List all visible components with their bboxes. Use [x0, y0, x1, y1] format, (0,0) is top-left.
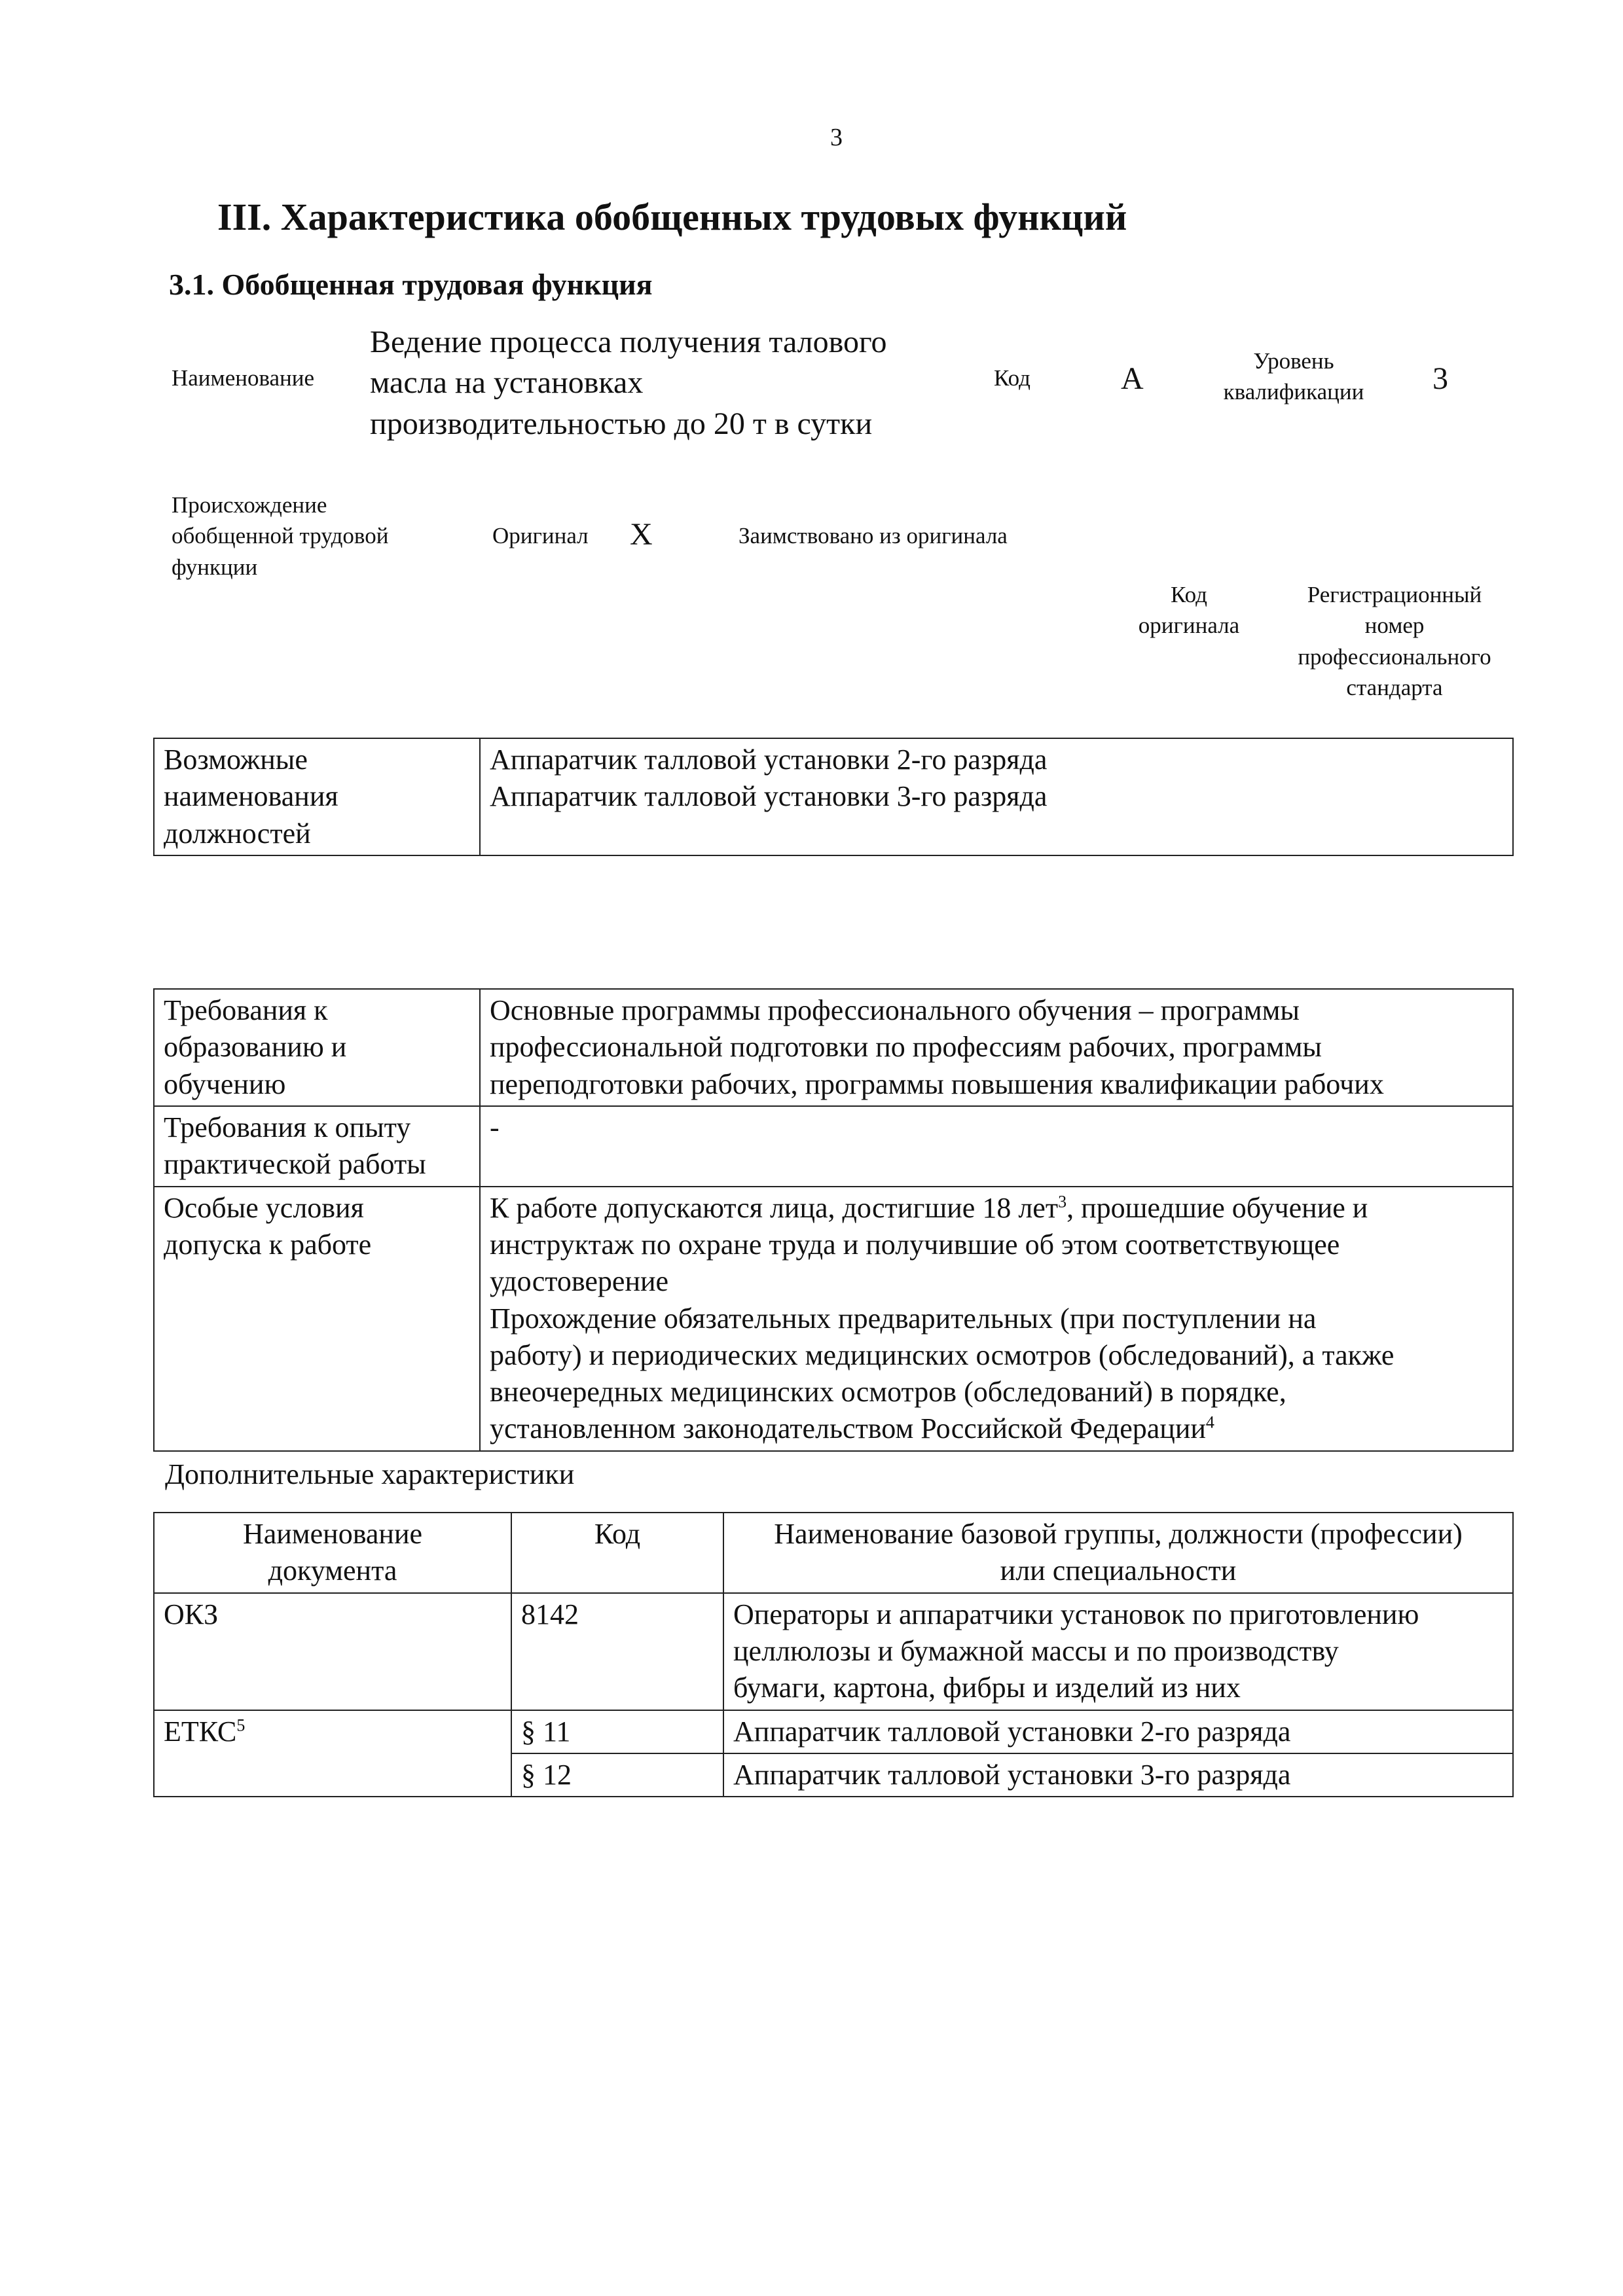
admission-label: Особые условия допуска к работе — [154, 1187, 480, 1451]
name-label: Наименование — [172, 365, 315, 391]
table-row — [154, 738, 1513, 855]
level-value: 3 — [1432, 361, 1448, 396]
requirements-table — [153, 988, 1514, 1452]
table-row — [154, 1187, 1513, 1451]
borrowed-label: Заимствовано из оригинала — [739, 523, 1008, 548]
original-mark: X — [630, 517, 653, 552]
education-value: Основные программы профессионального обучения – программы профессиональной подготовки по профессиям рабочих, программы переподготовки рабочих, программы повышения квалификации рабочих — [480, 989, 1513, 1106]
positions-table — [153, 738, 1514, 856]
footnote-ref: 5 — [236, 1715, 246, 1734]
etks-name: Аппаратчик талловой установки 2-го разряда — [723, 1710, 1513, 1753]
etks-code: § 11 — [511, 1710, 723, 1753]
header-doc: Наименование документа — [154, 1513, 511, 1593]
function-name: Ведение процесса получения талового масла на установках производительностью до 20 т в сутки — [370, 325, 887, 441]
header-code: Код — [511, 1513, 723, 1593]
admission-value: К работе допускаются лица, достигшие 18 лет$^3$, прошедшие обучение и инструктаж по охране труда и получившие об этом соответствующее удостоверение Прохождение обязательных предварительных (при поступлении на работу) и периодических медицинских осмотров (обследований), а также внеочередных медицинских осмотров (обследований) в порядке, установленном законодательством Российской Федерации$^4$ — [480, 1187, 1513, 1451]
experience-value: - — [480, 1106, 1513, 1187]
table-row — [154, 989, 1513, 1106]
footnote-ref: 4 — [1205, 1412, 1214, 1432]
okz-doc: ОКЗ — [154, 1593, 511, 1710]
code-original-label: Код оригинала — [1138, 582, 1240, 639]
table-row — [154, 1710, 1513, 1753]
education-label: Требования к образованию и обучению — [154, 989, 480, 1106]
origin-label: Происхождение обобщенной трудовой функции — [172, 492, 389, 580]
sub-title: 3.1. Обобщенная трудовая функция — [169, 268, 653, 301]
table-row — [154, 1513, 1513, 1593]
table-row — [154, 1593, 1513, 1710]
page-number: 3 — [830, 124, 843, 151]
additional-title: Дополнительные характеристики — [165, 1458, 575, 1490]
level-label: Уровень квалификации — [1223, 348, 1364, 405]
code-label: Код — [994, 365, 1030, 391]
positions-label: Возможные наименования должностей — [154, 738, 480, 855]
etks-name: Аппаратчик талловой установки 3-го разряда — [723, 1753, 1513, 1797]
original-label: Оригинал — [492, 523, 589, 548]
positions-values: Аппаратчик талловой установки 2-го разряда Аппаратчик талловой установки 3-го разряда — [480, 738, 1513, 855]
table-row — [154, 1106, 1513, 1187]
reg-number-label: Регистрационный номер профессионального стандарта — [1298, 582, 1491, 700]
etks-doc: ЕТКС$^5$ — [154, 1710, 511, 1797]
additional-table — [153, 1512, 1514, 1797]
section-title: III. Характеристика обобщенных трудовых функций — [217, 196, 1127, 238]
header-group: Наименование базовой группы, должности (профессии) или специальности — [723, 1513, 1513, 1593]
okz-code: 8142 — [511, 1593, 723, 1710]
code-value: A — [1121, 361, 1144, 396]
okz-name: Операторы и аппаратчики установок по приготовлению целлюлозы и бумажной массы и по производству бумаги, картона, фибры и изделий из них — [723, 1593, 1513, 1710]
etks-code: § 12 — [511, 1753, 723, 1797]
footnote-ref: 3 — [1058, 1191, 1067, 1211]
experience-label: Требования к опыту практической работы — [154, 1106, 480, 1187]
